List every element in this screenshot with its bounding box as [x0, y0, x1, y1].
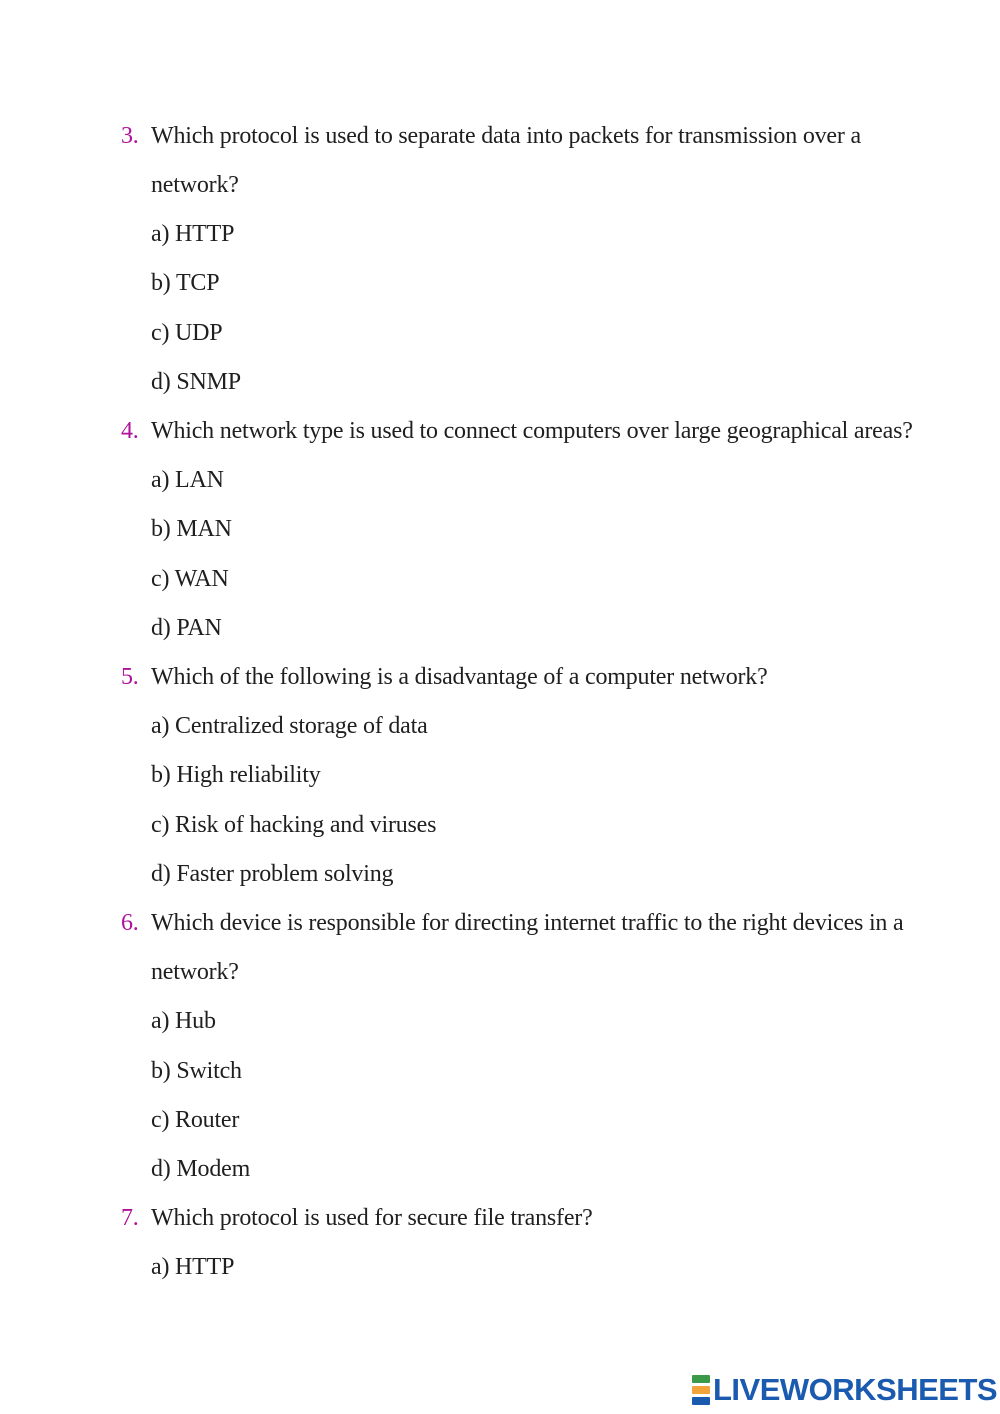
question-4-option-d[interactable]: d) PAN	[151, 615, 222, 641]
question-5-option-c[interactable]: c) Risk of hacking and viruses	[151, 812, 437, 838]
question-5-option-b[interactable]: b) High reliability	[151, 762, 321, 788]
question-3-option-d[interactable]: d) SNMP	[151, 369, 241, 395]
question-6-number: 6.	[121, 910, 139, 936]
mark-bar-blue	[692, 1397, 710, 1405]
question-5-text-line1: Which of the following is a disadvantage of a computer network?	[151, 664, 768, 690]
question-7-option-a[interactable]: a) HTTP	[151, 1254, 235, 1280]
question-7-number: 7.	[121, 1205, 139, 1231]
liveworksheets-logo-text: LIVEWORKSHEETS	[713, 1372, 998, 1407]
question-4-option-a[interactable]: a) LAN	[151, 467, 224, 493]
question-5-option-a[interactable]: a) Centralized storage of data	[151, 713, 428, 739]
question-3-option-c[interactable]: c) UDP	[151, 320, 223, 346]
question-5-number: 5.	[121, 664, 139, 690]
question-4-option-c[interactable]: c) WAN	[151, 566, 229, 592]
question-6-option-c[interactable]: c) Router	[151, 1107, 240, 1133]
question-4-text-line1: Which network type is used to connect computers over large geographical areas?	[151, 418, 913, 444]
question-6-text-line2: network?	[151, 959, 239, 985]
question-6-option-d[interactable]: d) Modem	[151, 1156, 251, 1182]
question-3-text-line1: Which protocol is used to separate data into packets for transmission over a	[151, 123, 861, 149]
question-3-option-a[interactable]: a) HTTP	[151, 221, 235, 247]
mark-bar-green	[692, 1375, 710, 1383]
question-7-text-line1: Which protocol is used for secure file transfer?	[151, 1205, 593, 1231]
question-3-number: 3.	[121, 123, 139, 149]
mark-bar-orange	[692, 1386, 710, 1394]
question-4-number: 4.	[121, 418, 139, 444]
liveworksheets-mark-icon	[692, 1375, 710, 1405]
question-3-text-line2: network?	[151, 172, 239, 198]
question-6-text-line1: Which device is responsible for directing internet traffic to the right devices in a	[151, 910, 904, 936]
question-3-option-b[interactable]: b) TCP	[151, 270, 220, 296]
question-6-option-a[interactable]: a) Hub	[151, 1008, 216, 1034]
question-4-option-b[interactable]: b) MAN	[151, 516, 232, 542]
liveworksheets-logo[interactable]	[692, 1372, 997, 1408]
question-6-option-b[interactable]: b) Switch	[151, 1058, 242, 1084]
question-5-option-d[interactable]: d) Faster problem solving	[151, 861, 394, 887]
